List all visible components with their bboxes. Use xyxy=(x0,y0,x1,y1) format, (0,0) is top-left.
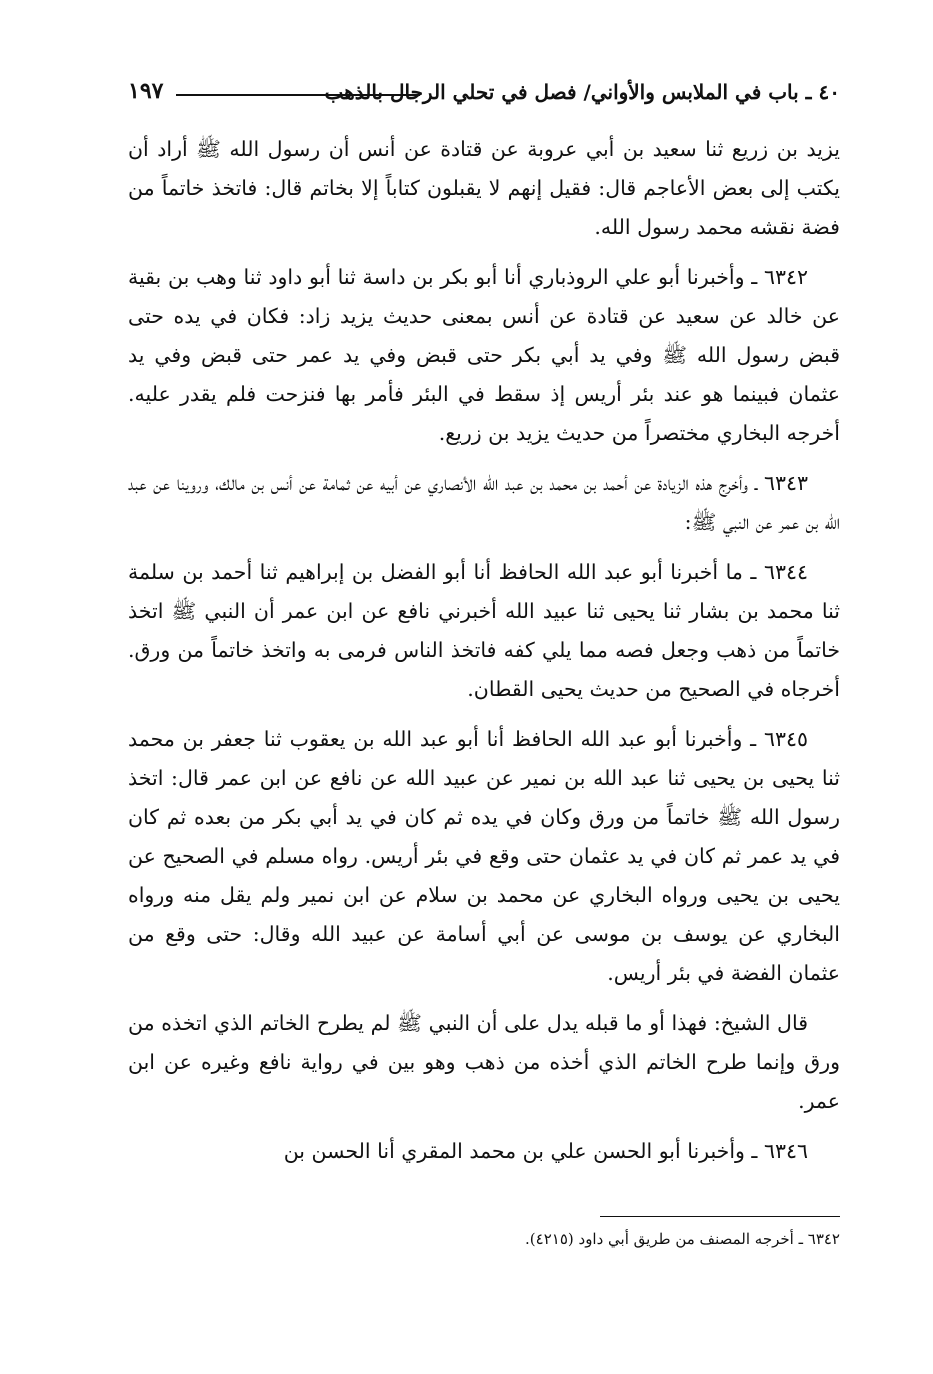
footnote-divider xyxy=(600,1216,840,1217)
paragraph-hadith-6342: ٦٣٤٢ ـ وأخبرنا أبو علي الروذباري أنا أبو بكر بن داسة ثنا أبو داود ثنا وهب بن بقية عن خالد عن سعيد عن قتادة عن أنس بمعنى حديث يزيد زاد: فكان في يده حتى قبض رسول الله ﷺ وفي يد أبي بكر حتى قبض وفي يد عمر حتى قبض وفي يد عثمان فبينما هو عند بئر أريس إذ سقط في البئر فأمر بها فنزحت فلم يقدر عليه. أخرجه البخاري مختصراً من حديث يزيد بن زريع. xyxy=(128,265,840,445)
footnote: ٦٣٤٢ ـ أخرجه المصنف من طريق أبي داود (٤٢١٥). xyxy=(525,1230,840,1248)
paragraph-hadith-6346: ٦٣٤٦ ـ وأخبرنا أبو الحسن علي بن محمد المقري أنا الحسن بن xyxy=(283,1139,808,1163)
page-number: ١٩٧ xyxy=(128,78,164,104)
paragraph-shaykh-comment: قال الشيخ: فهذا أو ما قبله يدل على أن النبي ﷺ لم يطرح الخاتم الذي اتخذه من ورق وإنما طرح الخاتم الذي أخذه من ذهب وهو بين في رواية نافع وغيره عن ابن عمر. xyxy=(128,1011,840,1113)
header-divider xyxy=(176,94,420,96)
paragraph-continued: يزيد بن زريع ثنا سعيد بن أبي عروبة عن قتادة عن أنس أن رسول الله ﷺ أراد أن يكتب إلى بعض الأعاجم قال: فقيل إنهم لا يقبلون كتاباً إلا بخاتم قال: فاتخذ خاتماً من فضة نقشه محمد رسول الله. xyxy=(128,137,840,239)
paragraph-hadith-6344: ٦٣٤٤ ـ ما أخبرنا أبو عبد الله الحافظ أنا أبو الفضل بن إبراهيم ثنا أحمد بن سلمة ثنا محمد بن بشار ثنا يحيى ثنا عبيد الله أخبرني نافع عن ابن عمر أن النبي ﷺ اتخذ خاتماً من ذهب وجعل فصه مما يلي كفه فاتخذ الناس فرمى به واتخذ خاتماً من ورق. أخرجاه في الصحيح من حديث يحيى القطان. xyxy=(128,560,840,701)
chapter-heading: ٤٠ ـ باب في الملابس والأواني/ فصل في تحلي الرجال بالذهب xyxy=(324,80,840,104)
running-header xyxy=(128,78,840,114)
paragraph-hadith-6345: ٦٣٤٥ ـ وأخبرنا أبو عبد الله الحافظ أنا أبو عبد الله بن يعقوب ثنا جعفر بن محمد ثنا يحيى بن يحيى ثنا عبد الله بن نمير عن عبيد الله عن نافع عن ابن عمر قال: اتخذ رسول الله ﷺ خاتماً من ورق وكان في يده ثم كان في يد أبي بكر من بعده ثم كان في يد عمر ثم كان في يد عثمان حتى وقع في بئر أريس. رواه مسلم في الصحيح عن يحيى بن يحيى ورواه البخاري عن محمد بن سلام عن ابن نمير ولم يقل منه ورواه البخاري عن يوسف بن موسى عن أبي أسامة عن عبيد الله وقال: حتى وقع من عثمان الفضة في بئر أريس. xyxy=(128,727,840,985)
main-text xyxy=(128,130,840,1182)
paragraph-hadith-6343: ٦٣٤٣ ـ وأخرج هذه الزيادة عن أحمد بن محمد بن عبد الله الأنصاري عن أبيه عن ثمامة عن أنس بن مالك، وروينا عن عبد الله بن عمر عن النبي ﷺ: xyxy=(128,471,840,534)
